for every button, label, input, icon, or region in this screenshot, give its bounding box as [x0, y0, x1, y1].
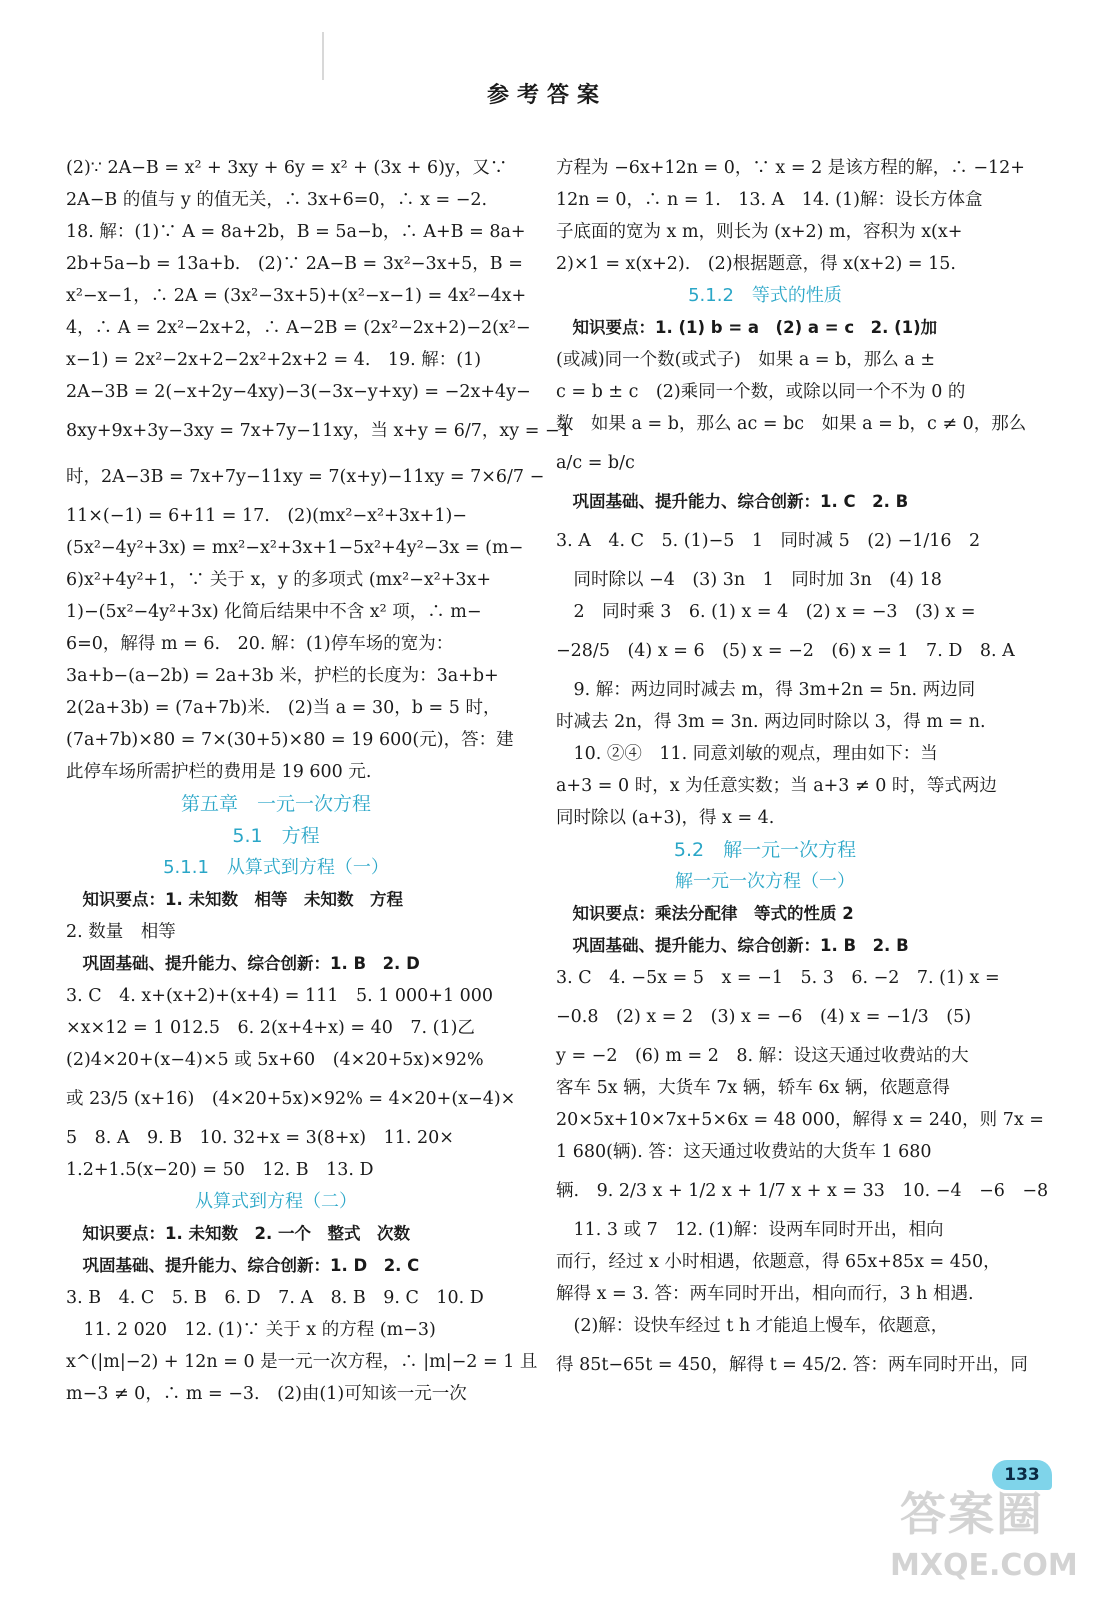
answer-line: 得 85t−65t = 450，解得 t = 45/2. 答：两车同时开出，同 [556, 1355, 1028, 1375]
answer-line: 11×(−1) = 6+11 = 17. (2)(mx²−x²+3x+1)− [66, 506, 467, 526]
answer-line: y = −2 (6) m = 2 8. 解：设这天通过收费站的大 [556, 1046, 969, 1066]
answer-line: 辆. 9. 2/3 x + 1/2 x + 1/7 x + x = 33 10. −4 −6 −8 [556, 1181, 1049, 1201]
answer-line: ×x×12 = 1 012.5 6. 2(x+4+x) = 40 7. (1)乙 [66, 1018, 475, 1038]
answer-line: 10. ②④ 11. 同意刘敏的观点，理由如下：当 [556, 744, 938, 764]
answer-line: 巩固基础、提升能力、综合创新：1. B 2. D [66, 954, 420, 973]
answer-line: 3. C 4. x+(x+2)+(x+4) = 111 5. 1 000+1 000 [66, 986, 494, 1006]
answer-line: 20×5x+10×7x+5×6x = 48 000，解得 x = 240，则 7x = [556, 1110, 1044, 1130]
answer-line: 方程为 −6x+12n = 0，∵ x = 2 是该方程的解，∴ −12+ [556, 158, 1025, 178]
answer-line: 1)−(5x²−4y²+3x) 化简后结果中不含 x² 项，∴ m− [66, 602, 482, 622]
answer-line: 3. B 4. C 5. B 6. D 7. A 8. B 9. C 10. D [66, 1288, 484, 1308]
answer-line: 知识要点：1. (1) b = a (2) a = c 2. (1)加 [556, 318, 938, 337]
answer-line: 8xy+9x+3y−3xy = 7x+7y−11xy，当 x+y = 6/7，xy = −1 [66, 421, 571, 441]
answer-line: 时减去 2n，得 3m = 3n. 两边同时除以 3，得 m = n. [556, 712, 986, 732]
answer-line: 3. A 4. C 5. (1)−5 1 同时减 5 (2) −1/16 2 [556, 531, 981, 551]
answer-line: x²−x−1，∴ 2A = (3x²−3x+5)+(x²−x−1) = 4x²−4x+ [66, 286, 527, 306]
answer-line: −28/5 (4) x = 6 (5) x = −2 (6) x = 1 7. D 8. A [556, 641, 1015, 661]
answer-line: 9. 解：两边同时减去 m，得 3m+2n = 5n. 两边同 [556, 680, 976, 700]
answer-line: c = b ± c (2)乘同一个数，或除以同一个不为 0 的 [556, 382, 966, 402]
section-heading: 5.1.2 等式的性质 [688, 285, 842, 306]
answer-line: (2)4×20+(x−4)×5 或 5x+60 (4×20+5x)×92% [66, 1050, 484, 1070]
answer-line: 2A−3B = 2(−x+2y−4xy)−3(−3x−y+xy) = −2x+4y− [66, 382, 531, 402]
page-title: 参考答案 [486, 83, 607, 108]
answer-line: 3a+b−(a−2b) = 2a+3b 米，护栏的长度为：3a+b+ [66, 666, 499, 686]
section-heading: 解一元一次方程（一） [675, 871, 855, 892]
section-heading: 5.1.1 从算式到方程（一） [163, 857, 389, 878]
answer-line: 5 8. A 9. B 10. 32+x = 3(8+x) 11. 20× [66, 1128, 454, 1148]
fold-divider [322, 32, 324, 80]
answer-line: 11. 3 或 7 12. (1)解：设两车同时开出，相向 [556, 1220, 944, 1240]
answer-line: 2)×1 = x(x+2). (2)根据题意，得 x(x+2) = 15. [556, 254, 956, 274]
answer-line: 而行，经过 x 小时相遇，依题意，得 65x+85x = 450， [556, 1252, 1001, 1272]
section-heading: 第五章 一元一次方程 [180, 793, 371, 815]
section-heading: 5.1 方程 [232, 825, 320, 847]
answer-line: 子底面的宽为 x m，则长为 (x+2) m，容积为 x(x+ [556, 222, 963, 242]
answer-line: 巩固基础、提升能力、综合创新：1. C 2. B [556, 492, 909, 511]
answer-line: 巩固基础、提升能力、综合创新：1. B 2. B [556, 936, 909, 955]
answer-line: 知识要点：1. 未知数 2. 一个 整式 次数 [66, 1224, 410, 1243]
answer-line: 1.2+1.5(x−20) = 50 12. B 13. D [66, 1160, 374, 1180]
page-number: 133 [992, 1460, 1052, 1490]
answer-line: 2A−B 的值与 y 的值无关，∴ 3x+6=0，∴ x = −2. [66, 190, 488, 210]
watermark: MXQE.COM [890, 1548, 1078, 1583]
answer-line: 2 同时乘 3 6. (1) x = 4 (2) x = −3 (3) x = [556, 602, 976, 622]
answer-line: a+3 = 0 时，x 为任意实数；当 a+3 ≠ 0 时，等式两边 [556, 776, 997, 796]
answer-line: 或 23/5 (x+16) (4×20+5x)×92% = 4×20+(x−4)× [66, 1089, 516, 1109]
watermark-logo: 答案圈 [900, 1487, 1044, 1541]
section-heading: 从算式到方程（二） [195, 1191, 357, 1212]
answer-line: 同时除以 −4 (3) 3n 1 同时加 3n (4) 18 [556, 570, 942, 590]
answer-line: 知识要点：乘法分配律 等式的性质 2 [556, 904, 854, 923]
answer-line: a/c = b/c [556, 453, 635, 473]
answer-line: 客车 5x 辆，大货车 7x 辆，轿车 6x 辆，依题意得 [556, 1078, 950, 1098]
answer-line: 时，2A−3B = 7x+7y−11xy = 7(x+y)−11xy = 7×6/7 − [66, 467, 545, 487]
answer-line: −0.8 (2) x = 2 (3) x = −6 (4) x = −1/3 (5) [556, 1007, 972, 1027]
answer-line: (或减)同一个数(或式子) 如果 a = b，那么 a ± [556, 350, 936, 370]
answer-line: 2. 数量 相等 [66, 922, 176, 942]
right-column [556, 152, 1049, 1388]
answer-line: m−3 ≠ 0，∴ m = −3. (2)由(1)可知该一元一次 [66, 1384, 467, 1404]
answer-line: 6=0，解得 m = 6. 20. 解：(1)停车场的宽为： [66, 634, 454, 654]
answer-line: 12n = 0，∴ n = 1. 13. A 14. (1)解：设长方体盒 [556, 190, 983, 210]
answer-line: 4，∴ A = 2x²−2x+2，∴ A−2B = (2x²−2x+2)−2(x²− [66, 318, 531, 338]
answer-line: 数 如果 a = b，那么 ac = bc 如果 a = b，c ≠ 0，那么 [556, 414, 1027, 434]
answer-line: x^(|m|−2) + 12n = 0 是一元一次方程，∴ |m|−2 = 1 且 [66, 1352, 538, 1372]
answer-line: (5x²−4y²+3x) = mx²−x²+3x+1−5x²+4y²−3x = (m− [66, 538, 524, 558]
answer-line: 2b+5a−b = 13a+b. (2)∵ 2A−B = 3x²−3x+5，B = [66, 254, 523, 274]
answer-line: x−1) = 2x²−2x+2−2x²+2x+2 = 4. 19. 解：(1) [66, 350, 482, 370]
answer-line: 此停车场所需护栏的费用是 19 600 元. [66, 762, 372, 782]
answer-line: (2)解：设快车经过 t h 才能追上慢车，依题意， [556, 1316, 949, 1336]
answer-line: (2)∵ 2A−B = x² + 3xy + 6y = x² + (3x + 6)y，又∵ [66, 158, 508, 178]
answer-line: 1 680(辆). 答：这天通过收费站的大货车 1 680 [556, 1142, 932, 1162]
answer-line: 巩固基础、提升能力、综合创新：1. D 2. C [66, 1256, 420, 1275]
answer-line: 同时除以 (a+3)，得 x = 4. [556, 808, 775, 828]
answer-line: 18. 解：(1)∵ A = 8a+2b，B = 5a−b，∴ A+B = 8a+ [66, 222, 526, 242]
answer-line: 知识要点：1. 未知数 相等 未知数 方程 [66, 890, 403, 909]
answer-line: 3. C 4. −5x = 5 x = −1 5. 3 6. −2 7. (1) x = [556, 968, 1000, 988]
answer-line: 6)x²+4y²+1，∵ 关于 x，y 的多项式 (mx²−x²+3x+ [66, 570, 492, 590]
left-column [66, 152, 571, 1410]
answer-line: 11. 2 020 12. (1)∵ 关于 x 的方程 (m−3) [66, 1320, 436, 1340]
section-heading: 5.2 解一元一次方程 [673, 839, 857, 861]
answer-line: 解得 x = 3. 答：两车同时开出，相向而行，3 h 相遇. [556, 1284, 974, 1304]
answer-line: 2(2a+3b) = (7a+7b)米. (2)当 a = 30，b = 5 时， [66, 698, 501, 718]
answer-line: (7a+7b)×80 = 7×(30+5)×80 = 19 600(元)，答：建 [66, 730, 514, 750]
